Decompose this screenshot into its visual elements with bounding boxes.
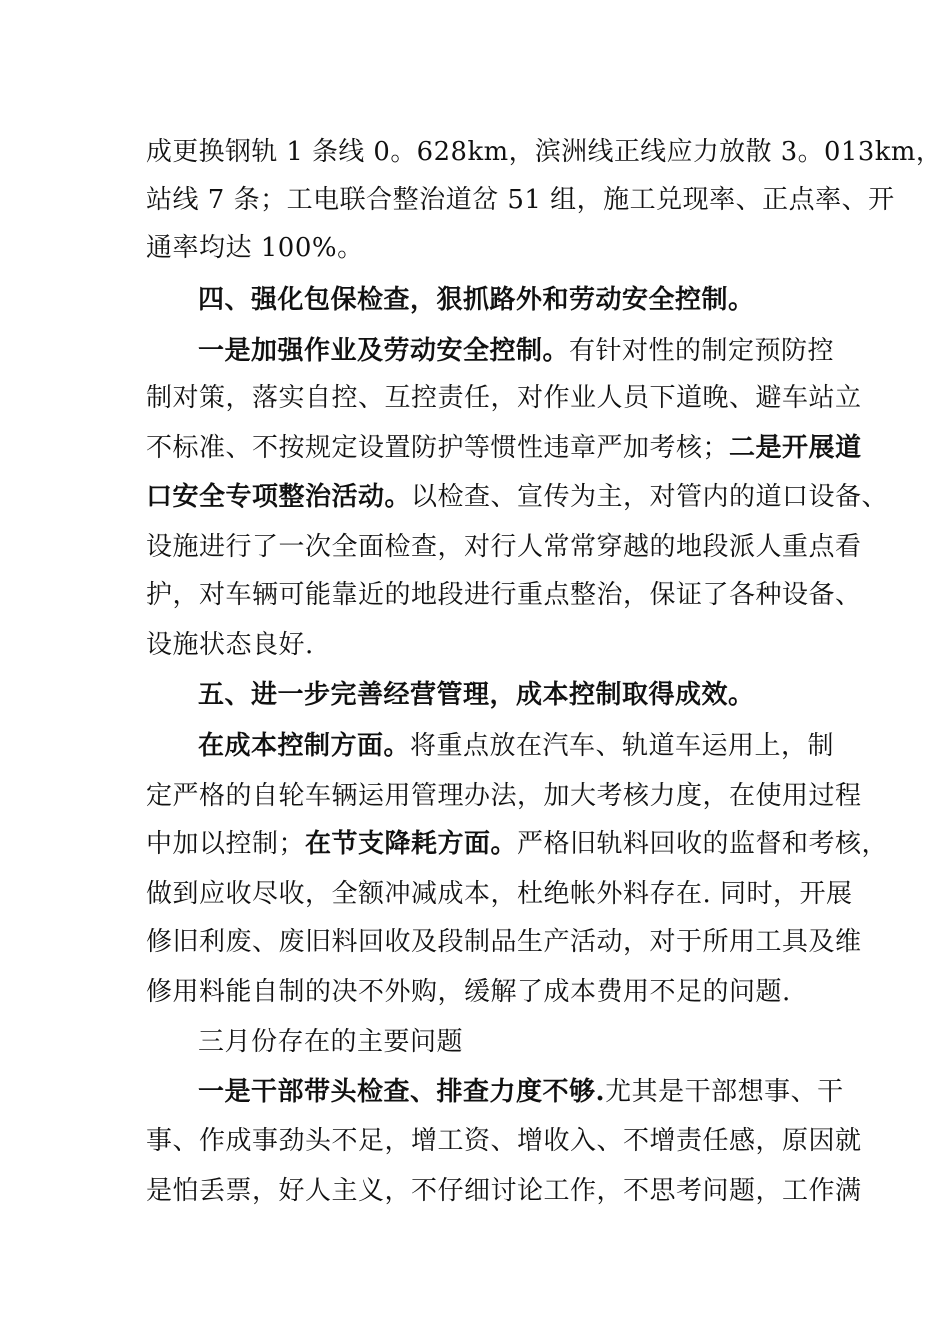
bold-lead: 口安全专项整治活动。	[146, 482, 412, 512]
text-line: 护，对车辆可能靠近的地段进行重点整治，保证了各种设备、	[146, 580, 862, 610]
text-line: 通率均达 100%。	[146, 233, 364, 263]
text-line: 成更换钢轨 1 条线 0。628km，滨洲线正线应力放散 3。013km，	[146, 137, 943, 167]
text-line: 站线 7 条；工电联合整治道岔 51 组，施工兑现率、正点率、开	[146, 185, 895, 215]
paragraph-line	[198, 728, 834, 764]
text-line: 设施状态良好.	[146, 630, 314, 660]
text-run: 中加以控制；	[146, 829, 306, 859]
text-line: 修用料能自制的决不外购，缓解了成本费用不足的问题.	[146, 977, 791, 1007]
text-line: 修旧利废、废旧料回收及段制品生产活动，对于所用工具及维	[146, 927, 862, 957]
text-line: 事、作成事劲头不足，增工资、增收入、不增责任感，原因就	[146, 1126, 862, 1156]
text-run: 不标准、不按规定设置防护等惯性违章严加考核；	[146, 433, 730, 463]
paragraph-line	[198, 333, 834, 369]
paragraph-line	[198, 1074, 844, 1110]
text-run: 有针对性的制定预防控	[569, 336, 835, 366]
bold-lead: 二是开展道	[729, 433, 862, 463]
text-line: 设施进行了一次全面检查，对行人常常穿越的地段派人重点看	[146, 532, 862, 562]
text-run: 将重点放在汽车、轨道车运用上，制	[410, 731, 835, 761]
text-run: 尤其是干部想事、干	[605, 1077, 844, 1107]
text-line: 做到应收尽收，全额冲减成本，杜绝帐外料存在. 同时，开展	[146, 879, 853, 909]
text-line: 制对策，落实自控、互控责任，对作业人员下道晚、避车站立	[146, 383, 862, 413]
paragraph-line	[146, 479, 888, 515]
paragraph-line	[146, 430, 862, 466]
paragraph-line	[146, 826, 888, 862]
text-run: 以检查、宣传为主，对管内的道口设备、	[411, 482, 889, 512]
bold-lead: 在节支降耗方面。	[305, 829, 518, 859]
section-heading: 三月份存在的主要问题	[198, 1027, 464, 1057]
text-line: 定严格的自轮车辆运用管理办法，加大考核力度，在使用过程	[146, 781, 862, 811]
section-heading: 五、进一步完善经营管理，成本控制取得成效。	[198, 680, 755, 710]
text-line: 是怕丢票，好人主义，不仔细讨论工作，不思考问题，工作满	[146, 1176, 862, 1206]
text-run: 严格旧轨料回收的监督和考核，	[517, 829, 889, 859]
bold-lead: 一是干部带头检查、排查力度不够.	[198, 1077, 606, 1107]
section-heading: 四、强化包保检查，狠抓路外和劳动安全控制。	[198, 285, 755, 315]
bold-lead: 一是加强作业及劳动安全控制。	[198, 336, 570, 366]
bold-lead: 在成本控制方面。	[198, 731, 411, 761]
